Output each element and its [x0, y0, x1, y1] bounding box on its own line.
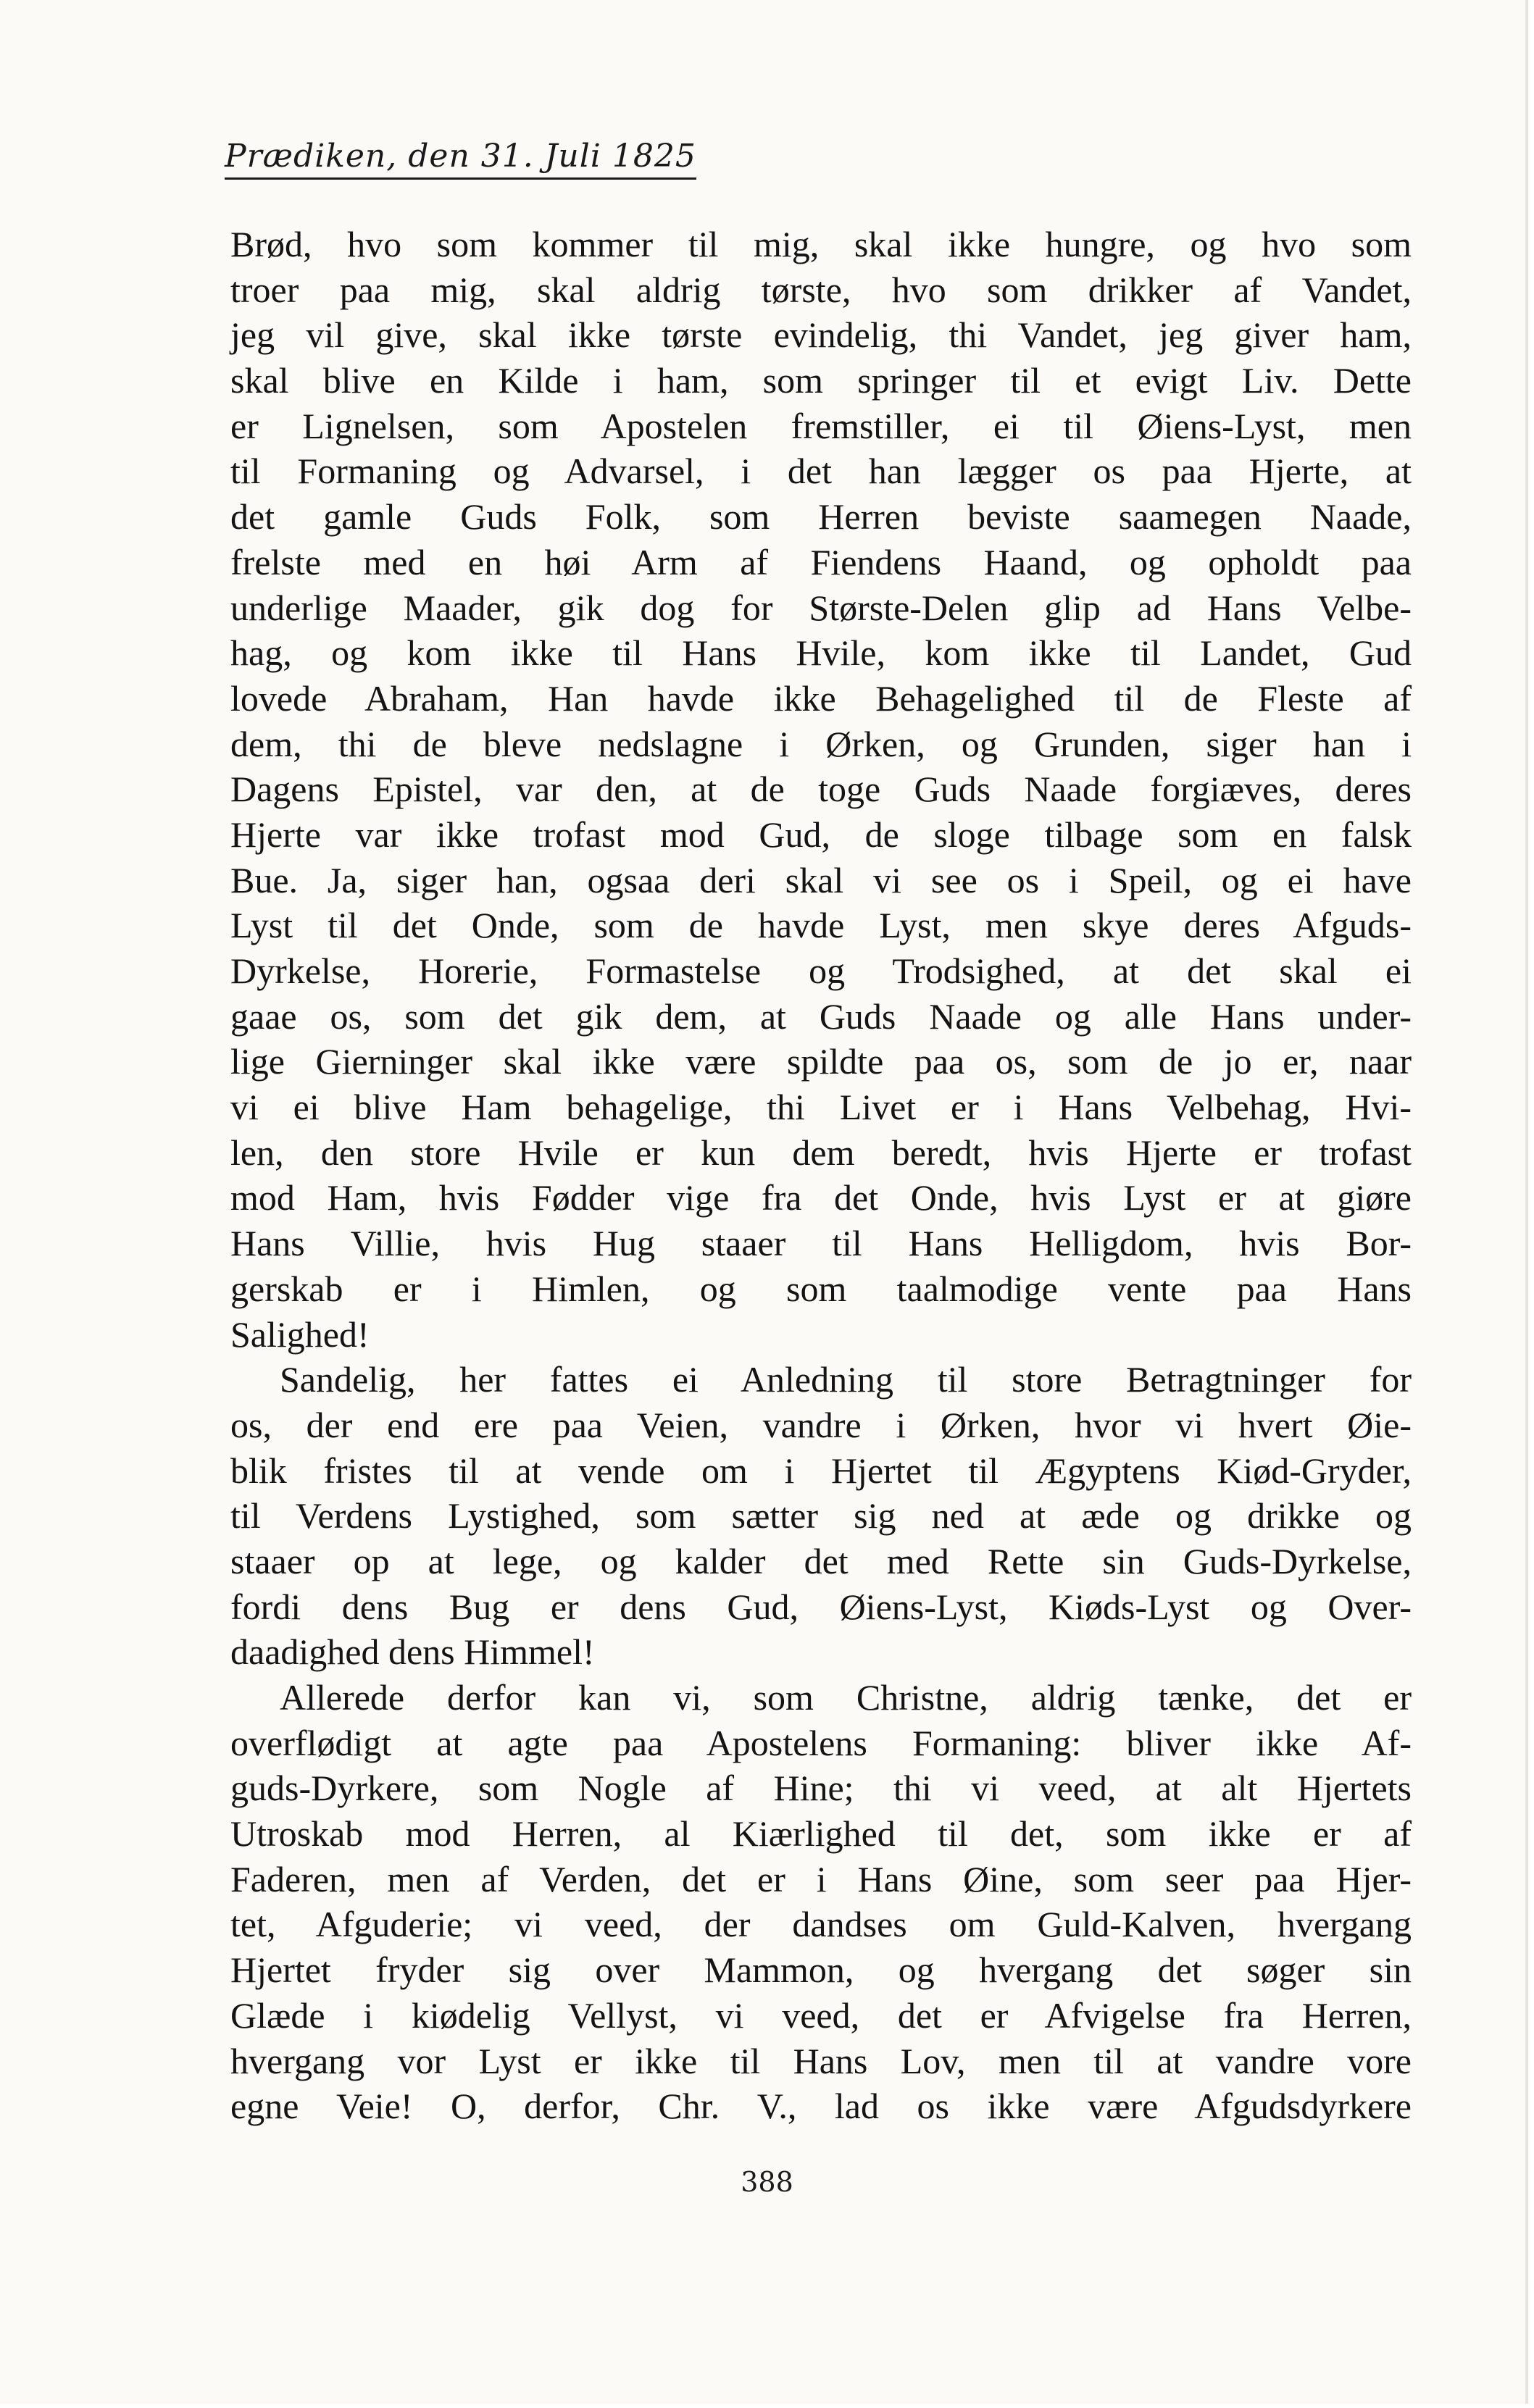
- paragraph-start-line: Allerede derfor kan vi, som Christne, aldrig tænke, det er: [280, 1677, 1412, 1718]
- text-line: til Verdens Lystighed, som sætter sig ned at æde og drikke og: [230, 1495, 1412, 1537]
- text-line: skal blive en Kilde i ham, som springer til et evigt Liv. Dette: [230, 360, 1412, 401]
- text-line: Lyst til det Onde, som de havde Lyst, men skye deres Afguds-: [230, 905, 1412, 946]
- paragraph-end-line: Salighed!: [230, 1313, 370, 1355]
- text-line: staaer op at lege, og kalder det med Rette sin Guds-Dyrkelse,: [230, 1540, 1412, 1581]
- text-line: hag, og kom ikke til Hans Hvile, kom ikke til Landet, Gud: [230, 632, 1412, 674]
- text-line: os, der end ere paa Veien, vandre i Ørken, hvor vi hvert Øie-: [230, 1404, 1412, 1445]
- text-line: mod Ham, hvis Fødder vige fra det Onde, hvis Lyst er at giøre: [230, 1177, 1412, 1218]
- text-line: er Lignelsen, som Apostelen fremstiller, ei til Øiens-Lyst, men: [230, 405, 1412, 446]
- text-line: gerskab er i Himlen, og som taalmodige vente paa Hans: [230, 1268, 1412, 1309]
- text-line: dem, thi de bleve nedslagne i Ørken, og Grunden, siger han i: [230, 723, 1412, 764]
- text-line: jeg vil give, skal ikke tørste evindelig, thi Vandet, jeg giver ham,: [230, 314, 1412, 356]
- text-line: lige Gierninger skal ikke være spildte paa os, som de jo er, naar: [230, 1041, 1412, 1082]
- text-line: Utroskab mod Herren, al Kiærlighed til det, som ikke er af: [230, 1813, 1412, 1855]
- paragraph-end-line: daadighed dens Himmel!: [230, 1631, 595, 1673]
- text-line: troer paa mig, skal aldrig tørste, hvo som drikker af Vandet,: [230, 269, 1412, 310]
- text-line: tet, Afguderie; vi veed, der dandses om Guld-Kalven, hvergang: [230, 1904, 1412, 1945]
- text-line: fordi dens Bug er dens Gud, Øiens-Lyst, Kiøds-Lyst og Over-: [230, 1586, 1412, 1627]
- text-line: det gamle Guds Folk, som Herren beviste saamegen Naade,: [230, 496, 1412, 538]
- sermon-text: [230, 222, 1412, 2129]
- text-line: frelste med en høi Arm af Fiendens Haand, og opholdt paa: [230, 541, 1412, 582]
- text-line: lovede Abraham, Han havde ikke Behagelighed til de Fleste af: [230, 677, 1412, 719]
- text-line: blik fristes til at vende om i Hjertet til Ægyptens Kiød-Gryder,: [230, 1450, 1412, 1491]
- text-line: underlige Maader, gik dog for Største-Delen glip ad Hans Velbe-: [230, 587, 1412, 628]
- text-line: Hjerte var ikke trofast mod Gud, de sloge tilbage som en falsk: [230, 814, 1412, 855]
- text-line: Dagens Epistel, var den, at de toge Guds Naade forgiæves, deres: [230, 769, 1412, 810]
- text-line: overflødigt at agte paa Apostelens Formaning: bliver ikke Af-: [230, 1722, 1412, 1763]
- page-number: 388: [741, 2166, 793, 2198]
- text-line: gaae os, som det gik dem, at Guds Naade og alle Hans under-: [230, 995, 1412, 1037]
- text-line: Brød, hvo som kommer til mig, skal ikke hungre, og hvo som: [230, 224, 1412, 264]
- text-line: Dyrkelse, Horerie, Formastelse og Trodsighed, at det skal ei: [230, 950, 1412, 991]
- paragraph-start-line: Sandelig, her fattes ei Anledning til store Betragtninger for: [280, 1359, 1412, 1400]
- text-line: egne Veie! O, derfor, Chr. V., lad os ikke være Afgudsdyrkere: [230, 2086, 1412, 2127]
- text-line: hvergang vor Lyst er ikke til Hans Lov, men til at vandre vore: [230, 2040, 1412, 2081]
- text-line: Hans Villie, hvis Hug staaer til Hans Helligdom, hvis Bor-: [230, 1223, 1412, 1264]
- text-line: guds-Dyrkere, som Nogle af Hine; thi vi veed, at alt Hjertets: [230, 1768, 1412, 1809]
- text-line: til Formaning og Advarsel, i det han lægger os paa Hjerte, at: [230, 451, 1412, 492]
- text-line: Faderen, men af Verden, det er i Hans Øine, som seer paa Hjer-: [230, 1858, 1412, 1899]
- running-header: Prædiken, den 31. Juli 1825: [225, 138, 696, 180]
- text-line: vi ei blive Ham behagelige, thi Livet er i Hans Velbehag, Hvi-: [230, 1087, 1412, 1128]
- text-line: Bue. Ja, siger han, ogsaa deri skal vi see os i Speil, og ei have: [230, 859, 1412, 900]
- text-line: len, den store Hvile er kun dem beredt, hvis Hjerte er trofast: [230, 1132, 1412, 1173]
- text-line: Hjertet fryder sig over Mammon, og hvergang det søger sin: [230, 1949, 1412, 1991]
- text-line: Glæde i kiødelig Vellyst, vi veed, det er Afvigelse fra Herren,: [230, 1994, 1412, 2036]
